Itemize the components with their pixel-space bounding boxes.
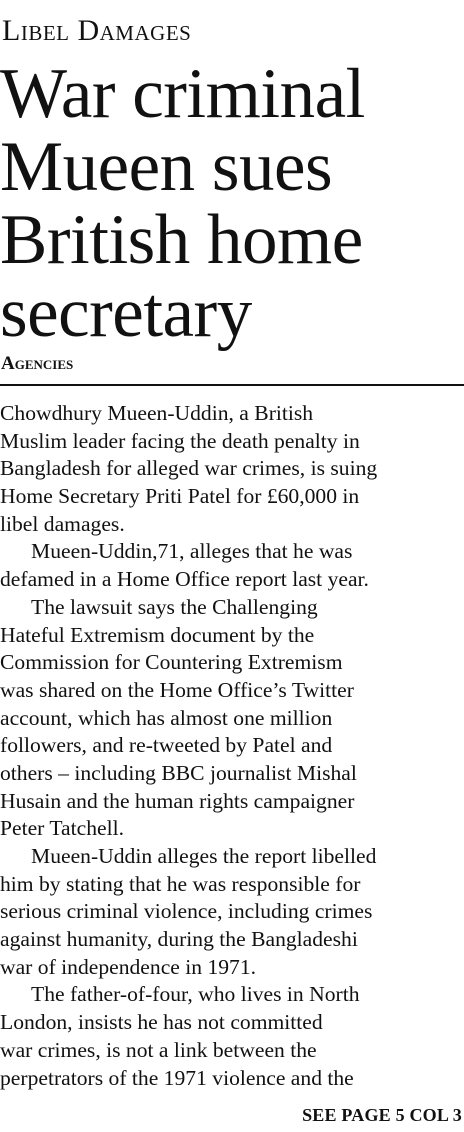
body-line: against humanity, during the Bangladeshi bbox=[0, 927, 358, 952]
body-line: perpetrators of the 1971 violence and the bbox=[0, 1065, 354, 1090]
headline-line: War criminal bbox=[0, 55, 365, 133]
body-line: others – including BBC journalist Mishal bbox=[0, 760, 357, 785]
body-line: war crimes, is not a link between the bbox=[0, 1037, 317, 1062]
body-line: Bangladesh for alleged war crimes, is suing bbox=[0, 456, 378, 481]
body-line: serious criminal violence, including crimes bbox=[0, 899, 373, 924]
body-line: The father-of-four, who lives in North bbox=[31, 982, 360, 1007]
body-line: him by stating that he was responsible for bbox=[0, 871, 361, 896]
body-line: Hateful Extremism document by the bbox=[0, 622, 315, 647]
article-body bbox=[0, 400, 464, 1092]
body-line: Mueen-Uddin alleges the report libelled bbox=[31, 844, 377, 868]
body-line: Chowdhury Mueen-Uddin, a British bbox=[0, 401, 314, 425]
body-line: war of independence in 1971. bbox=[0, 954, 257, 979]
body-line: defamed in a Home Office report last year. bbox=[0, 567, 369, 592]
body-line: Husain and the human rights campaigner bbox=[0, 788, 355, 813]
body-line: Muslim leader facing the death penalty in bbox=[0, 428, 360, 453]
body-line: Mueen-Uddin,71, alleges that he was bbox=[31, 539, 353, 564]
headline bbox=[0, 55, 464, 352]
body-line: Peter Tatchell. bbox=[0, 816, 125, 841]
continuation-jump-line: SEE PAGE 5 COL 3 bbox=[302, 1105, 462, 1125]
body-line: account, which has almost one million bbox=[0, 705, 333, 730]
byline: Agencies bbox=[1, 353, 74, 374]
divider-rule bbox=[0, 384, 464, 386]
body-line: Home Secretary Priti Patel for £60,000 in bbox=[0, 484, 360, 509]
headline-line: British home bbox=[0, 201, 363, 279]
body-line: followers, and re-tweeted by Patel and bbox=[0, 733, 333, 758]
headline-line: secretary bbox=[0, 274, 252, 352]
body-line: was shared on the Home Office’s Twitter bbox=[0, 677, 354, 702]
body-line: libel damages. bbox=[0, 511, 125, 536]
body-line: Commission for Countering Extremism bbox=[0, 650, 343, 675]
section-kicker: Libel Damages bbox=[2, 14, 192, 47]
headline-line: Mueen sues bbox=[0, 128, 333, 206]
body-line: London, insists he has not committed bbox=[0, 1010, 323, 1035]
body-line: The lawsuit says the Challenging bbox=[31, 594, 318, 619]
